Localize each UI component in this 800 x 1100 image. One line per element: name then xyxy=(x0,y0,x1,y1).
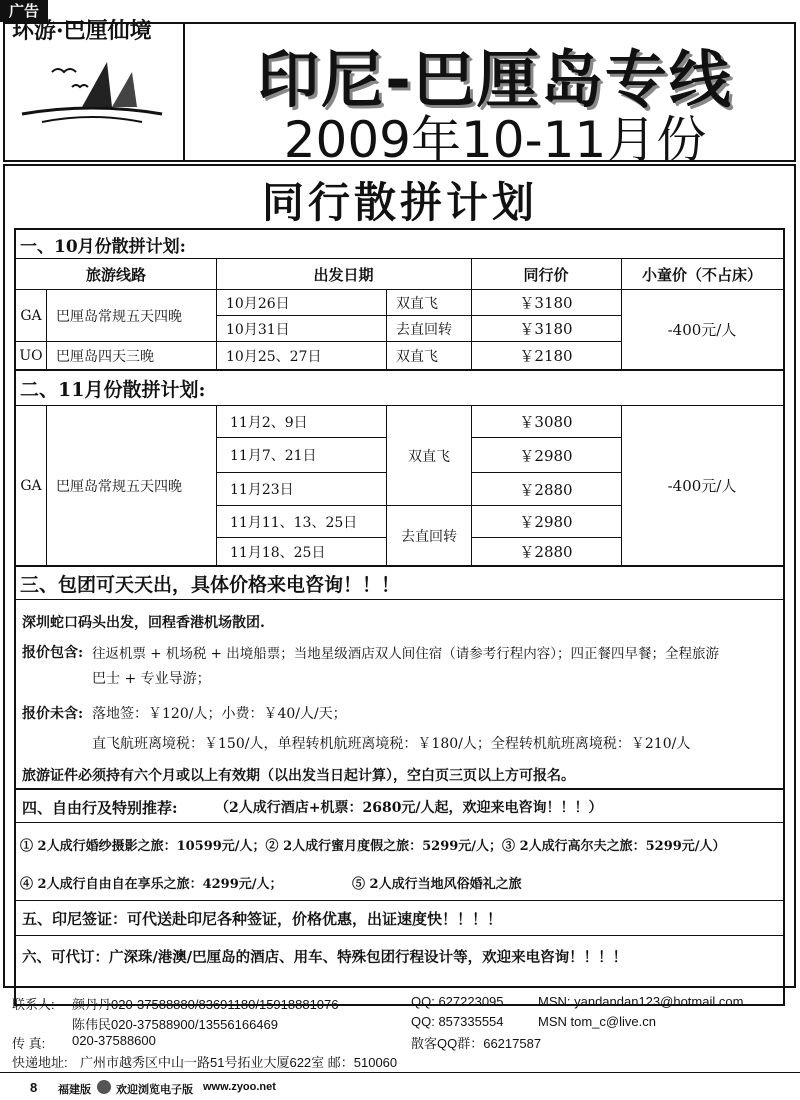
group-departure: 深圳蛇口码头出发，回程香港机场散团. xyxy=(22,615,265,631)
nov-flight-1: 双直飞 xyxy=(408,448,450,465)
edition-label: 福建版 xyxy=(58,1084,91,1096)
oct-flight-1: 双直飞 xyxy=(396,295,438,312)
oct-code-uo: UO xyxy=(19,347,43,364)
booking-line: 六、可代订：广深珠/港澳/巴厘岛的酒店、用车、特殊包团行程设计等，欢迎来电咨询！！！！ xyxy=(22,949,628,966)
oct-price-2: ￥3180 xyxy=(519,320,573,338)
contact-qq-2: QQ: 857335554 xyxy=(411,1014,504,1029)
nov-date-5: 11月18、25日 xyxy=(230,544,326,561)
passport-note: 旅游证件必须持有六个月或以上有效期（以出发当日起计算），空白页三页以上方可报名。 xyxy=(22,768,575,784)
nov-price-5: ￥2880 xyxy=(519,543,573,561)
incl-label: 报价包含: xyxy=(22,645,84,661)
excl-text-2: 直飞航班离境税：￥150/人，单程转机航班离境税：￥180/人；全程转机航班离境税：￥210/人 xyxy=(92,736,691,752)
nov-price-2: ￥2980 xyxy=(519,446,573,465)
oct-route-3: 巴厘岛四天三晚 xyxy=(56,348,154,365)
free-section-title: 四、自由行及特别推荐: xyxy=(22,799,178,817)
oct-price-3: ￥2180 xyxy=(519,347,573,365)
free-recommend-line-1: ① 2人成行婚纱摄影之旅：10599元/人；② 2人成行蜜月度假之旅：5299元/人；③ 2人成行高尔夫之旅：5299元/人） xyxy=(20,839,726,854)
oct-price-1: ￥3180 xyxy=(519,294,573,312)
page-number: 8 xyxy=(30,1080,38,1095)
contact-msn-2: MSN tom_c@live.cn xyxy=(538,1014,656,1029)
plan-title: 同行散拼计划 xyxy=(261,178,538,227)
nov-date-1: 11月2、9日 xyxy=(230,414,308,431)
nov-section-title: 二、11月份散拼计划: xyxy=(20,378,206,401)
nov-date-4: 11月11、13、25日 xyxy=(230,514,358,531)
slogan: 欢迎浏览电子版 xyxy=(116,1084,193,1096)
contact-qq-1: QQ: 627223095 xyxy=(411,994,504,1009)
oct-child-price: -400元/人 xyxy=(667,321,737,339)
ad-tag: 广告 xyxy=(0,0,48,22)
address: 广州市越秀区中山一路51号拓业大厦622室 邮：510060 xyxy=(80,1055,398,1070)
contact-person-2: 陈伟民020-37588900/13556166469 xyxy=(72,1017,279,1032)
globe-icon xyxy=(97,1080,111,1094)
oct-route-1: 巴厘岛常规五天四晚 xyxy=(56,308,182,325)
contact-person-1: 颜丹丹020-37588880/83691180/15918881076 xyxy=(72,997,339,1012)
oct-section-title: 一、10月份散拼计划: xyxy=(20,236,186,257)
fax-number: 020-37588600 xyxy=(72,1033,156,1048)
free-recommend-line-2a: ④ 2人成行自由自在享乐之旅：4299元/人； xyxy=(20,877,283,892)
nov-route: 巴厘岛常规五天四晚 xyxy=(56,478,182,495)
oct-flight-3: 双直飞 xyxy=(396,348,438,365)
main-title: 印尼-巴厘岛专线 xyxy=(257,43,733,116)
incl-text-2: 巴士 + 专业导游； xyxy=(92,671,211,687)
oct-header-date: 出发日期 xyxy=(313,265,374,284)
contact-label: 联系人: xyxy=(12,997,55,1012)
oct-header-route: 旅游线路 xyxy=(85,265,146,284)
logo-text: 环游·巴厘仙境 xyxy=(12,18,152,44)
nov-price-4: ￥2980 xyxy=(519,513,573,531)
incl-text: 往返机票 + 机场税 + 出境船票；当地星级酒店双人间住宿（请参考行程内容）；四正餐四早餐；全程旅游 xyxy=(92,646,720,662)
oct-date-2: 10月31日 xyxy=(226,321,290,338)
free-note: （2人成行酒店+机票：2680元/人起，欢迎来电咨询！！！） xyxy=(215,800,603,816)
boat-logo-icon xyxy=(12,52,172,132)
nov-flight-2: 去直回转 xyxy=(401,528,457,545)
fax-label: 传 真: xyxy=(12,1036,46,1051)
oct-date-3: 10月25、27日 xyxy=(226,348,322,365)
oct-code-ga: GA xyxy=(20,307,42,324)
excl-text: 落地签：￥120/人；小费：￥40/人/天； xyxy=(92,706,347,722)
nov-code: GA xyxy=(20,477,42,494)
nov-price-3: ￥2880 xyxy=(519,480,573,499)
group-section-title: 三、包团可天天出，具体价格来电咨询！！！ xyxy=(20,573,401,596)
oct-header-price: 同行价 xyxy=(523,265,569,284)
contact-msn-1: MSN: yandandan123@hotmail.com xyxy=(538,994,744,1009)
address-label: 快递地址: xyxy=(12,1055,68,1070)
group-qq: 散客QQ群：66217587 xyxy=(411,1036,542,1051)
nov-price-1: ￥3080 xyxy=(519,413,573,431)
nov-date-3: 11月23日 xyxy=(230,482,294,498)
nov-child-price: -400元/人 xyxy=(667,477,737,495)
site-link[interactable]: www.zyoo.net xyxy=(203,1081,276,1093)
oct-header-child: 小童价（不占床） xyxy=(641,265,762,284)
free-recommend-line-2b: ⑤ 2人成行当地风俗婚礼之旅 xyxy=(352,877,522,892)
oct-flight-2: 去直回转 xyxy=(396,321,452,338)
sub-title: 2009年10-11月份 xyxy=(283,111,707,169)
excl-label: 报价未含: xyxy=(22,706,84,722)
visa-line: 五、印尼签证：可代送赴印尼各种签证，价格优惠，出证速度快！！！！ xyxy=(22,910,503,928)
nov-date-2: 11月7、21日 xyxy=(230,448,317,464)
oct-date-1: 10月26日 xyxy=(226,295,290,312)
